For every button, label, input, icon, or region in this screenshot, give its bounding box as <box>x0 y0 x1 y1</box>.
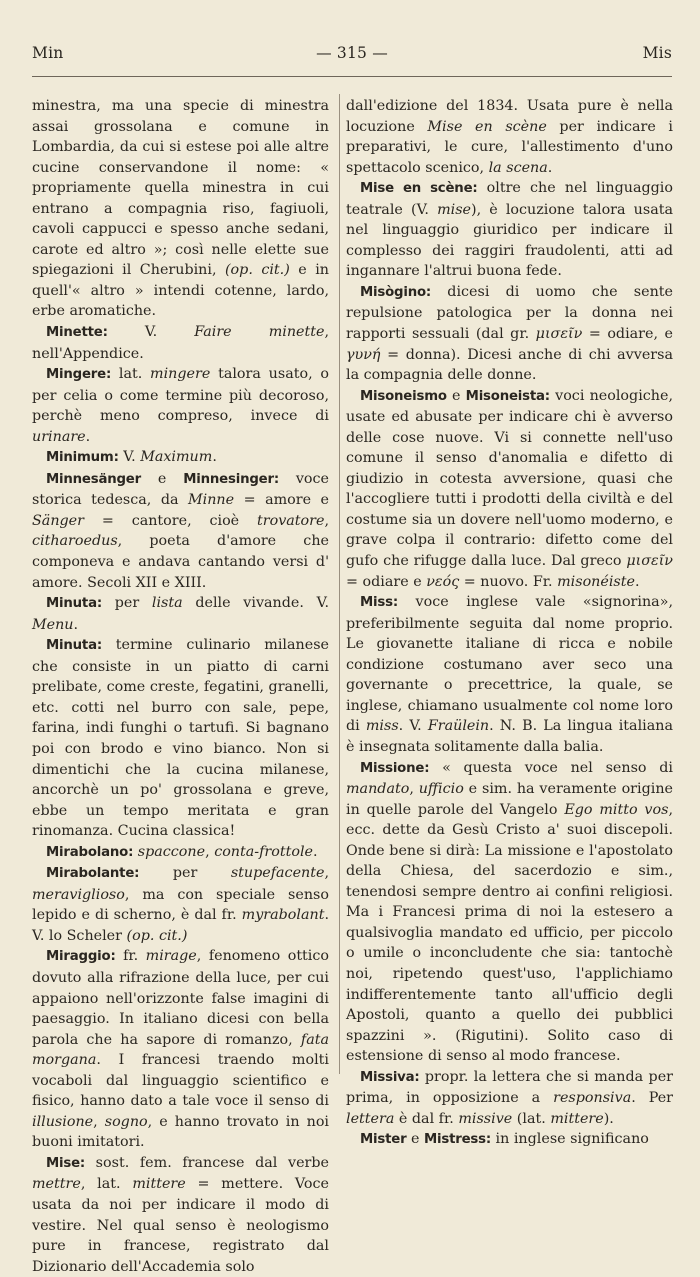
entry-headword: Mistress: <box>424 1132 491 1148</box>
dictionary-entry <box>346 96 673 178</box>
entry-text: . <box>73 616 79 633</box>
entry-text: ). <box>603 1110 614 1127</box>
right-column <box>346 96 673 1151</box>
entry-text: dicesi di uomo che sente repulsione patologica per la donna nei rapporti sessuali (dal gr. <box>346 283 673 343</box>
italic-text: Sänger <box>32 512 84 529</box>
dictionary-entry <box>32 863 329 946</box>
running-head-left: Min <box>32 44 64 62</box>
entry-headword: Misògino: <box>360 284 432 300</box>
entry-text: minestra, ma una specie di minestra assai grossolana e comune in Lombardia, da cui si estese poi alle altre cucine conservandone il nome: « propriamente quella minestra in cui entrano a compagnia riso, fagiuoli, cavoli cappucci e spesso anche sedani, carote ed altro »; così nelle elette sue spiegazioni il Cherubini, <box>32 98 329 279</box>
entry-text: voci neologiche, usate ed abusate per indicare chi è avverso delle cose nuove. Vi si connette nell'uso comune il senso d'anomalia e difetto di giudizio in cotesta avversione, quasi che l'accogliere tutti i prodotti della civiltà e del costume sia un dovere nell'uomo moderno, e grave colpa il contrario: difetto come del gufo che rifugge dalla luce. Dal greco <box>346 387 673 570</box>
italic-text: μισεῖν <box>626 553 673 570</box>
dictionary-entry <box>32 593 329 635</box>
dictionary-entry <box>346 386 673 592</box>
italic-text: mandato <box>346 781 410 798</box>
entry-headword: Misoneismo <box>360 388 447 404</box>
page-header <box>32 44 672 68</box>
entry-text: lat. <box>111 366 151 383</box>
italic-text: trovatore <box>257 512 325 529</box>
italic-text: μισεῖν <box>535 326 583 343</box>
entry-text: = odiare e <box>346 573 427 590</box>
entry-headword: Misoneista: <box>465 388 550 404</box>
header-rule <box>32 76 672 77</box>
entry-text: = amore e <box>234 492 330 509</box>
italic-text: conta-frottole <box>214 843 313 860</box>
dictionary-entry <box>32 447 329 469</box>
dictionary-entry <box>32 1153 329 1277</box>
entry-text: è dal fr. <box>394 1110 459 1127</box>
entry-headword: Miss: <box>360 595 398 611</box>
italic-text: misonéiste <box>557 573 635 590</box>
dictionary-entry <box>32 842 329 864</box>
entry-text: e <box>446 387 466 404</box>
entry-text: , <box>205 843 215 860</box>
entry-text: , <box>409 781 419 798</box>
entry-text: = cantore, cioè <box>83 512 258 529</box>
entry-text: . <box>312 843 318 860</box>
entry-text: , ma con speciale senso lepido e di scherno, è dal fr. <box>32 886 329 924</box>
entry-headword: Mister <box>360 1132 407 1148</box>
italic-text: Fraülein <box>427 718 490 735</box>
entry-text: = donna). Dicesi anche di chi avversa la compagnia delle donne. <box>346 346 673 384</box>
italic-text: Faire minette <box>194 324 325 341</box>
entry-text: V. <box>107 324 195 341</box>
entry-text: per <box>101 595 152 612</box>
italic-text: responsiva <box>553 1090 632 1107</box>
dictionary-entry <box>346 592 673 757</box>
entry-text: , e hanno trovato in noi buoni imitatori. <box>32 1113 329 1151</box>
left-column <box>32 96 329 1277</box>
dictionary-entry <box>346 282 673 386</box>
entry-text: = odiare, e <box>582 326 673 343</box>
entry-text: « questa voce nel senso di <box>429 759 673 776</box>
entry-text: V. <box>118 449 141 466</box>
italic-text: mettre <box>32 1176 81 1193</box>
italic-text: mirage <box>145 948 197 965</box>
entry-text: . V. lo Scheler <box>32 907 329 944</box>
entry-text: oltre che nel linguaggio teatrale (V. <box>346 180 673 218</box>
entry-text: . <box>634 573 640 590</box>
entry-headword: Mingere: <box>46 367 112 383</box>
italic-text: meraviglioso <box>32 886 125 903</box>
italic-text: mise <box>437 201 471 218</box>
page-number: — 315 — <box>316 44 388 62</box>
column-divider <box>339 94 340 1074</box>
italic-text: ufficio <box>418 781 464 798</box>
entry-text: fr. <box>115 948 146 965</box>
italic-text: Mise en scène <box>427 118 547 135</box>
entry-headword: Miraggio: <box>46 949 116 965</box>
entry-text: propr. la lettera che si manda per prima, in opposizione a <box>346 1068 673 1107</box>
entry-text: = nuovo. Fr. <box>459 573 558 590</box>
entry-text: (lat. <box>512 1110 551 1127</box>
italic-text: urinare <box>32 428 86 445</box>
italic-text: sogno <box>104 1113 148 1130</box>
entry-headword: Minnesänger <box>46 471 141 487</box>
entry-text: . <box>547 159 553 176</box>
italic-text: illusione <box>32 1113 94 1130</box>
dictionary-entry <box>32 635 329 841</box>
dictionary-entry <box>346 758 673 1067</box>
italic-text: mingere <box>150 366 211 383</box>
dictionary-entry <box>346 1129 673 1151</box>
entry-text: = mettere. Voce usata da noi per indicare il modo di vestire. Nel qual senso è neologismo pure in francese, registrato dal Dizionario dell'Accademia solo <box>32 1176 329 1275</box>
italic-text: miss <box>365 718 399 735</box>
italic-text: mittere <box>550 1110 604 1127</box>
entry-headword: Minnesinger: <box>183 471 279 487</box>
entry-headword: Mise en scène: <box>360 181 478 197</box>
entry-headword: Missiva: <box>360 1069 420 1085</box>
entry-headword: Minuta: <box>46 596 102 612</box>
entry-text: , ecc. dette da Gesù Cristo a' suoi discepoli. Onde bene si dirà: La missione e l'apostolato della Chiesa, del sacerdozio e sim., tenendosi sempre dentro ai confini religiosi. Ma i Francesi prima di noi la estesero a qualsivoglia mandato ed ufficio, per piccolo o umile o inconcludente che sia: tantochè noi, ripetendo quest'uso, l'applichiamo indifferentemente tanto all'ufficio degli Apostoli, quanto a quello dei pubblici spazzini ». (Rigutini). Solito caso di estensione di senso al modo francese. <box>346 801 673 1065</box>
italic-text: myrabolant <box>241 907 325 924</box>
italic-text: Minne <box>188 492 235 509</box>
dictionary-entry <box>32 946 329 1152</box>
italic-text: Maximum <box>140 449 213 466</box>
entry-text: e sim. ha veramente origine in quelle parole del Vangelo <box>346 781 673 818</box>
entry-text: dall'edizione del 1834. Usata pure è nella locuzione <box>346 98 673 135</box>
entry-text: per <box>139 865 231 882</box>
entry-text: . <box>85 428 91 445</box>
entry-text: . Per <box>631 1090 673 1107</box>
entry-text: ), è locuzione talora usata nel linguaggio giuridico per indicare il complesso dei raggiri fraudolenti, atti ad ingannare l'altrui buona fede. <box>346 201 673 280</box>
italic-text: missive <box>458 1110 513 1127</box>
entry-text: e <box>406 1131 424 1148</box>
entry-text: , <box>324 512 329 529</box>
entry-text: , <box>324 865 329 882</box>
running-head-right: Mis <box>642 44 672 62</box>
entry-text: voce storica tedesca, da <box>32 470 329 509</box>
entry-text: e <box>141 470 184 487</box>
italic-text: γυνή <box>346 346 381 363</box>
italic-text: fata morgana <box>32 1031 329 1069</box>
entry-text: e in quell'« altro » intendi cotenne, lardo, erbe aromatiche. <box>32 262 329 320</box>
dictionary-entry <box>32 322 329 364</box>
entry-text: , <box>93 1113 105 1130</box>
entry-text: sost. fem. francese dal verbe <box>85 1154 329 1171</box>
dictionary-entry <box>32 469 329 593</box>
entry-text: . V. <box>398 718 428 735</box>
entry-text: delle vivande. V. <box>182 595 329 612</box>
entry-text: , nell'Appendice. <box>32 324 329 362</box>
italic-text: spaccone <box>137 843 206 860</box>
entry-headword: Mirabolano: <box>46 844 134 860</box>
entry-text: talora usato, o per celia o come termine più decoroso, perchè meno compreso, invece di <box>32 366 330 425</box>
italic-text: mittere <box>132 1176 186 1193</box>
italic-text: Ego mitto vos <box>564 801 669 818</box>
entry-text: , poeta d'amore che componeva e andava cantando versi d' amore. Secoli XII e XIII. <box>32 533 329 591</box>
italic-text: lista <box>151 595 183 612</box>
dictionary-entry <box>346 178 673 282</box>
entry-text: , lat. <box>80 1176 133 1193</box>
entry-headword: Minette: <box>46 325 108 341</box>
entry-text: termine culinario milanese che consiste in un piatto di carni prelibate, come creste, fegatini, granelli, etc. cotti nel burro con sale, pepe, farina, indi funghi o tartufi. Si bagnano poi con brodo e vino bianco. Non si dimentichi che la cucina milanese, ancorchè un po' grossolana e greve, ebbe un tempo meritata e gran rinomanza. Cucina classica! <box>32 637 329 840</box>
italic-text: citharoedus <box>32 533 118 550</box>
entry-text: voce inglese vale «signorina», preferibilmente seguita dal nome proprio. Le giovanette italiane di ricca e nobile condizione costumano aver seco una governante o precettrice, la quale, se inglese, chiamano usualmente col nome loro di <box>346 594 673 735</box>
italic-text: lettera <box>346 1110 395 1127</box>
italic-text: stupefacente <box>230 865 325 882</box>
italic-text: Menu <box>32 616 74 633</box>
entry-text: . I francesi traendo molti vocaboli dal linguaggio scientifico e fisico, hanno dato a tale voce il senso di <box>32 1052 329 1110</box>
dictionary-entry <box>32 96 329 322</box>
italic-text: νεός <box>426 573 460 590</box>
dictionary-entry <box>346 1067 673 1130</box>
entry-headword: Minimum: <box>46 450 119 466</box>
entry-text: . <box>212 449 217 466</box>
italic-text: la scena <box>488 159 548 176</box>
italic-text: (op. cit.) <box>126 927 188 944</box>
italic-text: (op. cit.) <box>224 262 290 279</box>
entry-headword: Mirabolante: <box>46 866 140 882</box>
dictionary-entry <box>32 364 329 447</box>
entry-text: per indicare i preparativi, le cure, l'allestimento d'uno spettacolo scenico, <box>346 118 673 176</box>
entry-text: . N. B. La lingua italiana è insegnata solitamente dalla balia. <box>346 718 673 755</box>
entry-text: , fenomeno ottico dovuto alla rifrazione della luce, per cui appaiono nell'orizzonte false imagini di paesaggio. In italiano dicesi con bella parola che ha sapore di romanzo, <box>32 948 329 1048</box>
entry-text: in inglese significano <box>490 1131 649 1148</box>
entry-headword: Missione: <box>360 760 430 776</box>
entry-headword: Mise: <box>46 1155 86 1171</box>
entry-headword: Minuta: <box>46 638 102 654</box>
